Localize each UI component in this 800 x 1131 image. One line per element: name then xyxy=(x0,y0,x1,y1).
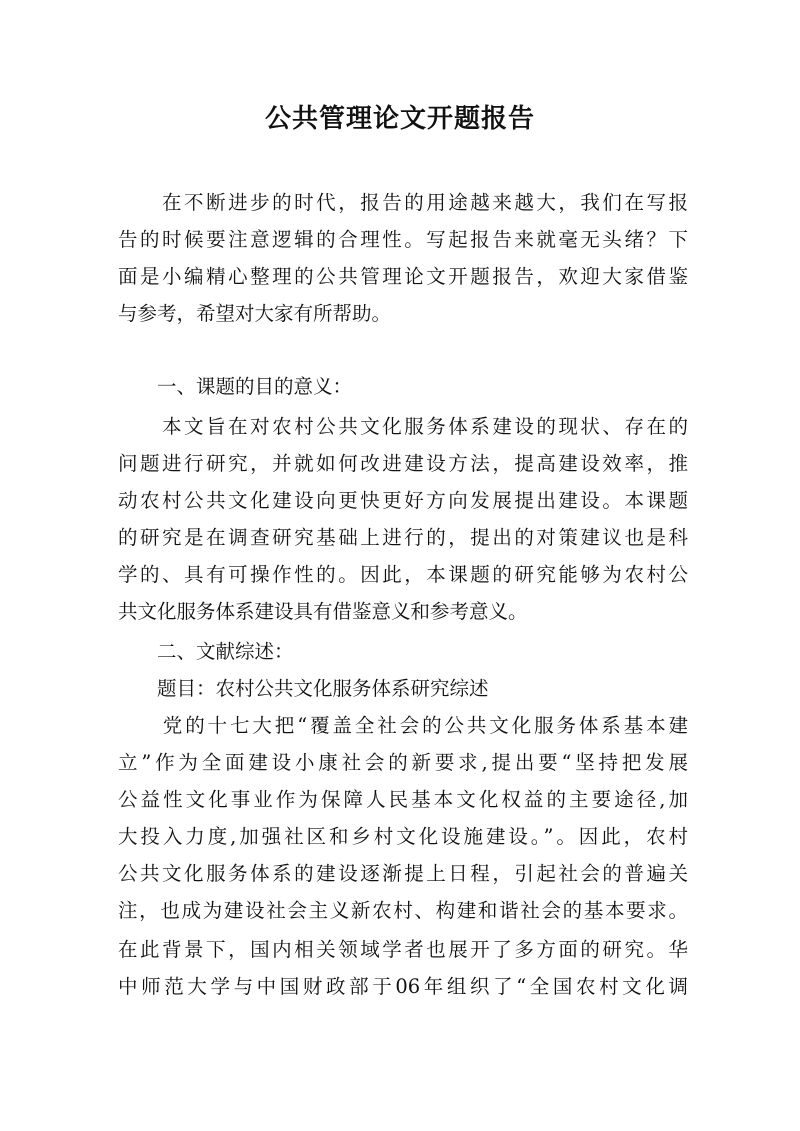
text-line: 的研究是在调查研究基础上进行的，提出的对策建议也是科 xyxy=(118,526,688,549)
document-title: 公共管理论文开题报告 xyxy=(264,104,535,134)
text-line: 注，也成为建设社会主义新农村、构建和谐社会的基本要求。 xyxy=(118,899,688,922)
text-line: 党的十七大把“覆盖全社会的公共文化服务体系基本建 xyxy=(118,714,688,737)
section-heading: 一、课题的目的意义： xyxy=(118,375,353,398)
text-line: 本文旨在对农村公共文化服务体系建设的现状、存在的 xyxy=(118,415,688,438)
text-line: 问题进行研究，并就如何改进建设方法，提高建设效率，推 xyxy=(118,452,688,475)
text-line: 中师范大学与中国财政部于06年组织了“全国农村文化调 xyxy=(118,975,688,998)
text-line: 大投入力度,加强社区和乡村文化设施建设。”。因此，农村 xyxy=(118,825,688,848)
text-line: 公共文化服务体系的建设逐渐提上日程，引起社会的普遍关 xyxy=(118,862,688,885)
text-line: 立”作为全面建设小康社会的新要求,提出要“坚持把发展 xyxy=(118,751,688,774)
text-line: 学的、具有可操作性的。因此，本课题的研究能够为农村公 xyxy=(118,563,688,586)
subheading: 题目：农村公共文化服务体系研究综述 xyxy=(118,677,489,700)
text-line: 共文化服务体系建设具有借鉴意义和参考意义。 xyxy=(118,600,528,623)
section-heading: 二、文献综述： xyxy=(118,640,294,663)
text-line: 公益性文化事业作为保障人民基本文化权益的主要途径,加 xyxy=(118,788,688,811)
text-line: 在此背景下，国内相关领域学者也展开了多方面的研究。华 xyxy=(118,938,688,961)
text-line: 与参考，希望对大家有所帮助。 xyxy=(118,302,392,325)
text-line: 面是小编精心整理的公共管理论文开题报告，欢迎大家借鉴 xyxy=(118,265,688,288)
text-line: 告的时候要注意逻辑的合理性。写起报告来就毫无头绪？下 xyxy=(118,228,688,251)
text-line: 在不断进步的时代，报告的用途越来越大，我们在写报 xyxy=(118,191,688,214)
text-line: 动农村公共文化建设向更快更好方向发展提出建设。本课题 xyxy=(118,489,688,512)
